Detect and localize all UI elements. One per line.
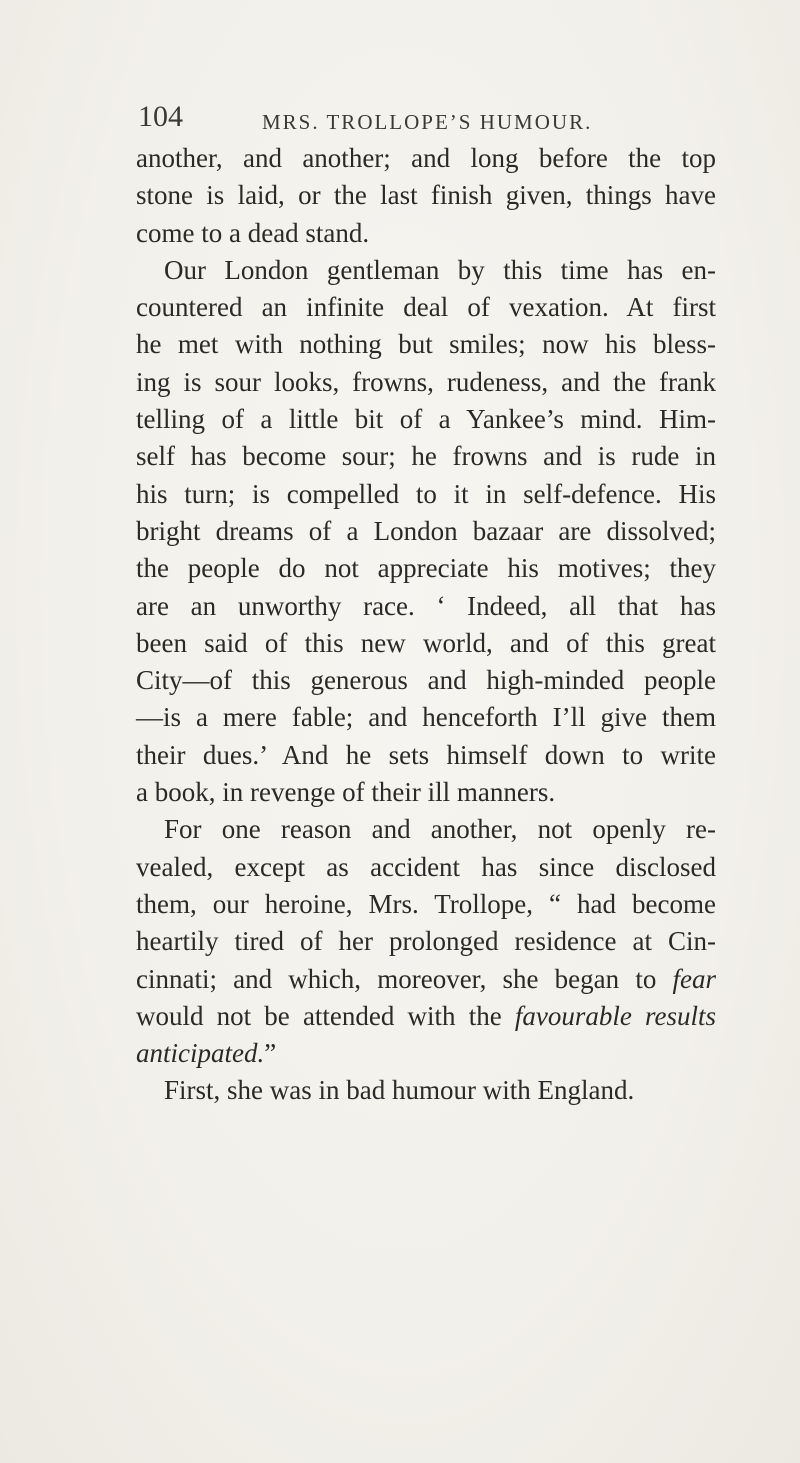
text-line-italic: fear xyxy=(672,963,717,994)
text-line-italic: anticipated. xyxy=(136,1038,265,1069)
text-line xyxy=(136,1035,716,1072)
text-line: he met with nothing but smiles; now his bless- xyxy=(136,329,716,360)
text-line: been said of this new world, and of this great xyxy=(136,627,716,658)
page-number: 104 xyxy=(138,100,183,133)
text-line: heartily tired of her prolonged residence at Cin- xyxy=(136,926,716,957)
text-line-roman: cinnati; and which, moreover, she began to xyxy=(136,963,657,994)
text-line: Our London gentleman by this time has en- xyxy=(164,254,716,285)
text-line: them, our heroine, Mrs. Trollope, “ had become xyxy=(136,888,716,919)
text-line: vealed, except as accident has since disclosed xyxy=(136,851,716,882)
text-line: another, and another; and long before the top xyxy=(136,143,716,173)
text-line: ing is sour looks, frowns, rudeness, and the frank xyxy=(136,366,716,397)
running-title: MRS. TROLLOPE’S HUMOUR. xyxy=(262,110,593,134)
text-line: bright dreams of a London bazaar are dissolved; xyxy=(136,515,716,546)
body-text xyxy=(136,140,716,1110)
text-line: the people do not appreciate his motives; they xyxy=(136,553,716,584)
text-line: come to a dead stand. xyxy=(136,217,370,248)
text-line xyxy=(136,998,716,1035)
text-line: First, she was in bad humour with England. xyxy=(164,1075,635,1106)
text-line: —is a mere fable; and henceforth I’ll give them xyxy=(136,702,716,733)
text-line-roman: ” xyxy=(264,1038,277,1069)
text-line: self has become sour; he frowns and is rude in xyxy=(136,441,716,472)
text-line-roman: would not be attended with the xyxy=(136,1000,502,1031)
text-line: stone is laid, or the last finish given, things have xyxy=(136,180,716,211)
text-line: City—of this generous and high-minded people xyxy=(136,665,716,696)
text-line: For one reason and another, not openly re- xyxy=(164,814,716,845)
text-line: are an unworthy race. ‘ Indeed, all that has xyxy=(136,590,716,621)
text-line: his turn; is compelled to it in self-defence. His xyxy=(136,478,716,509)
text-line: telling of a little bit of a Yankee’s mind. Him- xyxy=(136,404,716,435)
text-line: their dues.’ And he sets himself down to write xyxy=(136,739,716,770)
text-line-italic: favourable results xyxy=(514,1000,716,1031)
text-line: a book, in revenge of their ill manners. xyxy=(136,777,556,808)
text-line: countered an infinite deal of vexation. At first xyxy=(136,292,716,323)
text-line xyxy=(136,961,716,998)
